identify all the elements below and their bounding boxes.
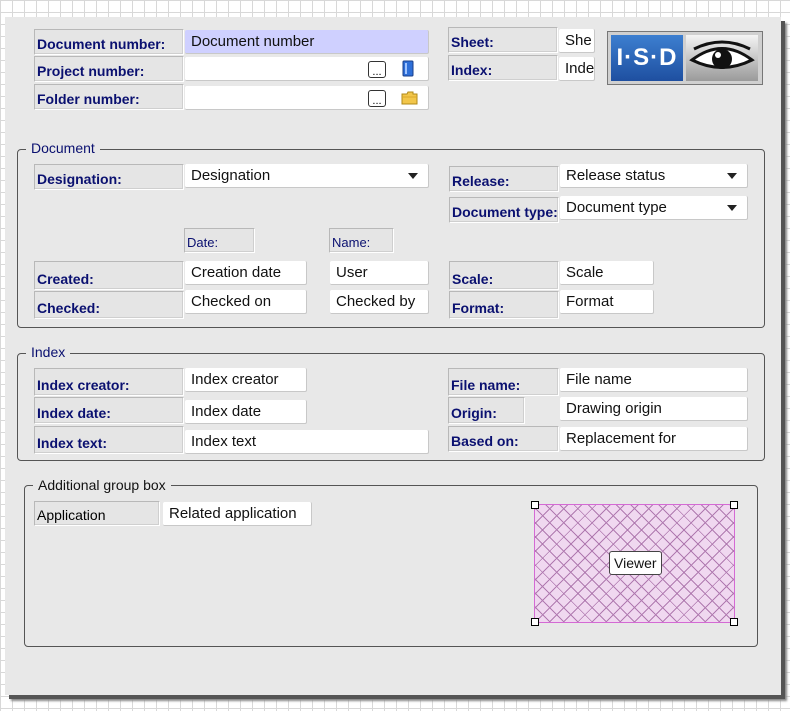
based-on-label: Based on: — [448, 426, 559, 452]
file-name-field[interactable]: File name — [560, 368, 748, 392]
folder-number-label: Folder number: — [34, 84, 184, 110]
release-value: Release status — [566, 167, 666, 184]
chevron-down-icon — [727, 205, 737, 211]
document-number-label: Document number: — [34, 29, 184, 55]
created-user-field[interactable]: User — [330, 261, 429, 285]
format-label: Format: — [449, 291, 559, 319]
related-application-field[interactable]: Related application — [163, 502, 312, 526]
index-label: Index: — [448, 55, 558, 81]
chevron-down-icon — [408, 173, 418, 179]
index-text-field[interactable]: Index text — [185, 430, 429, 454]
document-master-form — [5, 17, 781, 695]
name-column-header: Name: — [329, 228, 394, 253]
file-name-label: File name: — [448, 368, 559, 396]
resize-handle-top-left[interactable] — [531, 501, 539, 509]
sheet-field[interactable]: She — [559, 29, 595, 53]
scale-field[interactable]: Scale — [560, 261, 654, 285]
index-creator-label: Index creator: — [34, 368, 184, 396]
scale-label: Scale: — [449, 261, 559, 290]
document-type-label: Document type: — [449, 197, 559, 223]
index-creator-field[interactable]: Index creator — [185, 368, 307, 392]
drawing-origin-field[interactable]: Drawing origin — [560, 397, 748, 421]
release-dropdown[interactable] — [560, 164, 748, 188]
viewer-area[interactable] — [534, 504, 735, 623]
designation-label: Designation: — [34, 164, 184, 190]
project-browse-button[interactable]: ... — [368, 61, 386, 78]
date-column-header: Date: — [184, 228, 255, 253]
index-text-label: Index text: — [34, 426, 184, 454]
document-number-field[interactable]: Document number — [185, 30, 429, 54]
folder-browse-button[interactable]: ... — [368, 90, 386, 107]
designation-value: Designation — [191, 167, 271, 184]
document-type-value: Document type — [566, 199, 667, 216]
project-number-field[interactable] — [185, 57, 429, 81]
checked-label: Checked: — [34, 291, 184, 319]
sheet-label: Sheet: — [448, 27, 558, 53]
based-on-field[interactable]: Replacement for — [560, 427, 748, 451]
chevron-down-icon — [727, 173, 737, 179]
created-label: Created: — [34, 261, 184, 290]
document-type-dropdown[interactable] — [560, 196, 748, 220]
creation-date-field[interactable]: Creation date — [185, 261, 307, 285]
viewer-label: Viewer — [609, 551, 662, 575]
designation-dropdown[interactable] — [185, 164, 429, 188]
origin-label: Origin: — [448, 397, 525, 424]
eye-icon — [686, 35, 758, 81]
application-label: Application — [34, 501, 160, 526]
format-field[interactable]: Format — [560, 290, 654, 314]
release-label: Release: — [449, 166, 559, 192]
project-binder-icon[interactable] — [402, 60, 414, 77]
document-group-title: Document — [26, 140, 100, 156]
checked-by-field[interactable]: Checked by — [330, 290, 429, 314]
resize-handle-top-right[interactable] — [730, 501, 738, 509]
resize-handle-bottom-left[interactable] — [531, 618, 539, 626]
isd-logo-text: I·S·D — [611, 35, 683, 81]
index-field[interactable]: Inde — [559, 57, 595, 81]
checked-on-field[interactable]: Checked on — [185, 290, 307, 314]
index-date-field[interactable]: Index date — [185, 400, 307, 424]
additional-group-title: Additional group box — [33, 477, 171, 493]
index-group-title: Index — [26, 344, 70, 360]
folder-number-field[interactable] — [185, 86, 429, 110]
folder-icon[interactable] — [401, 91, 418, 105]
resize-handle-bottom-right[interactable] — [730, 618, 738, 626]
project-number-label: Project number: — [34, 56, 184, 82]
index-date-label: Index date: — [34, 397, 184, 424]
isd-logo — [607, 31, 763, 85]
